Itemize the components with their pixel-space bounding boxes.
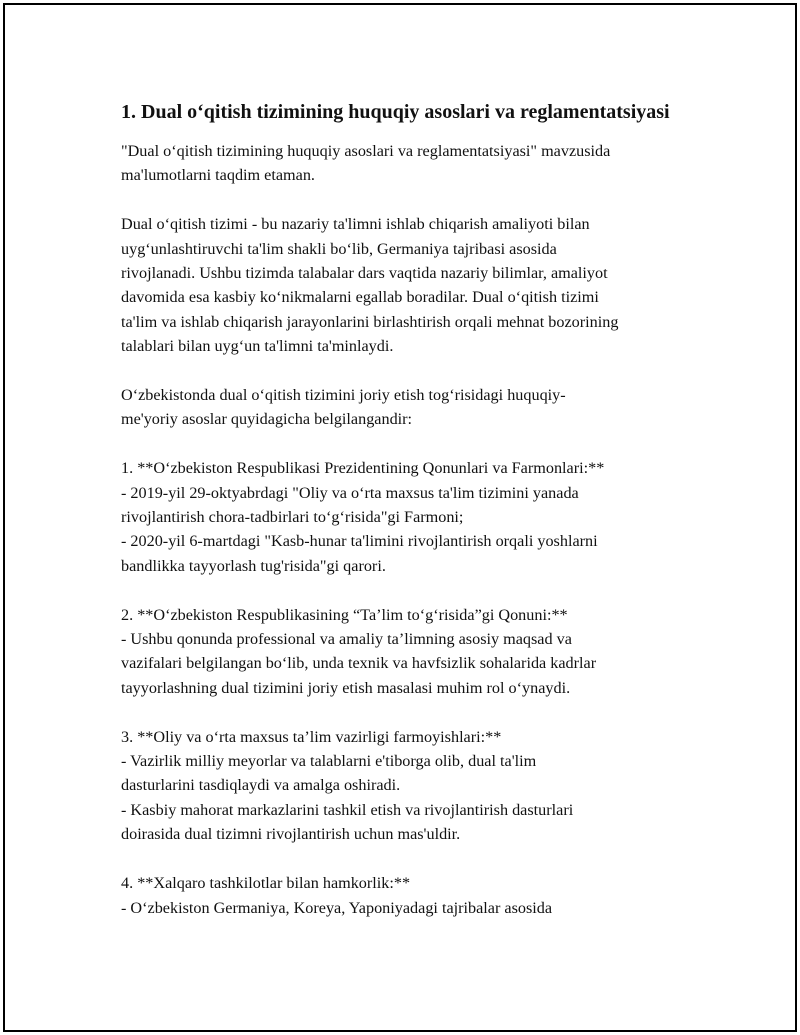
legal-basis-intro: O‘zbekistonda dual o‘qitish tizimini joriy etish tog‘risidagi huquqiy- me'yoriy asoslar quyidagicha belgilangandir: [121,386,566,429]
list-item-education-law: 2. **O‘zbekiston Respublikasining “Ta’lim to‘g‘risida”gi Qonuni:** - Ushbu qonunda professional va amaliy ta’limning asosiy maqsad va vazifalari belgilangan bo‘lib, unda texnik va havfsizlik sohalarida kadrlar tayyorlashning dual tizimini joriy etish masalasi muhim rol o‘ynaydi. [121,605,597,697]
intro-paragraph: "Dual o‘qitish tizimining huquqiy asoslari va reglamentatsiyasi" mavzusida ma'lumotlarni taqdim etaman. [121,142,611,185]
section-heading: 1. Dual o‘qitish tizimining huquqiy asoslari va reglamentatsiyasi [121,101,670,123]
document-page [3,3,797,1032]
paragraph-gap [121,188,693,212]
list-item-presidential-decrees: 1. **O‘zbekiston Respublikasi Prezidentining Qonunlari va Farmonlari:** - 2019-yil 29-oktyabrdagi "Oliy va o‘rta maxsus ta'lim tizimini yanada rivojlantirish chora-tadbirlari to‘g‘risida"gi Farmoni; - 2020-yil 6-martdagi "Kasb-hunar ta'limini rivojlantirish orqali yoshlarni bandlikka tayyorlash tug'risida"gi qarori. [121,459,605,575]
list-item-international-cooperation: 4. **Xalqaro tashkilotlar bilan hamkorlik:** - O‘zbekiston Germaniya, Koreya, Yaponiyadagi tajribalar asosida [121,874,553,917]
paragraph-gap [121,432,693,456]
paragraph-gap [121,359,693,383]
paragraph-gap [121,578,693,602]
definition-paragraph: Dual o‘qitish tizimi - bu nazariy ta'limni ishlab chiqarish amaliyoti bilan uyg‘unlashtiruvchi ta'lim shakli bo‘lib, Germaniya tajribasi asosida rivojlanadi. Ushbu tizimda talabalar dars vaqtida nazariy bilimlar, amaliyot davomida esa kasbiy ko‘nikmalarni egallab boradilar. Dual o‘qitish tizimi ta'lim va ishlab chiqarish jarayonlarini birlashtirish orqali mehnat bozorining talablari bilan uyg‘un ta'limni ta'minlaydi. [121,215,619,356]
paragraph-gap [121,700,693,724]
list-item-ministry-orders: 3. **Oliy va o‘rta maxsus ta’lim vazirligi farmoyishlari:** - Vazirlik milliy meyorlar va talablarni e'tiborga olib, dual ta'lim dasturlarini tasdiqlaydi va amalga oshiradi. - Kasbiy mahorat markazlarini tashkil etish va rivojlantirish dasturlari doirasida dual tizimni rivojlantirish uchun mas'uldir. [121,727,574,844]
paragraph-gap [121,847,693,871]
document-content [121,99,693,920]
